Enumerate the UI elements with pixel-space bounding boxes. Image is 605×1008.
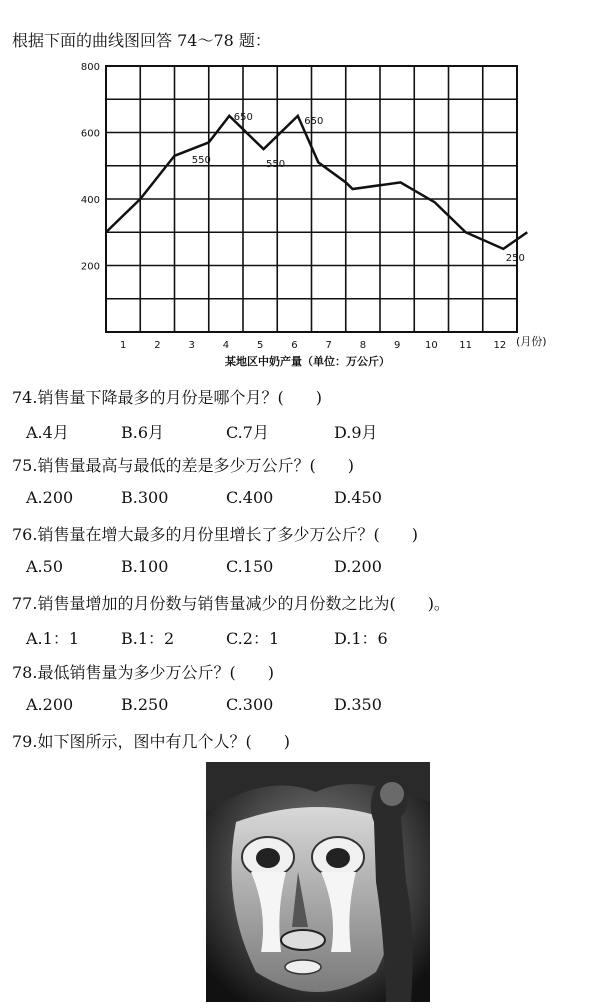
x-tick-label: 1 <box>119 340 127 351</box>
question-79: 79.如下图所示，图中有几个人？( ) <box>12 732 290 751</box>
question-76: 76.销售量在增大最多的月份里增长了多少万公斤？( ) <box>12 525 418 544</box>
x-axis-ticks <box>120 340 506 351</box>
option-a[interactable]: A.4月 <box>26 423 69 442</box>
option-a[interactable]: A.200 <box>26 488 74 507</box>
data-label: 550 <box>191 155 211 167</box>
x-tick-label: 11 <box>459 340 472 351</box>
x-tick-label: 4 <box>222 340 230 351</box>
option-a[interactable]: A.1：1 <box>26 629 80 648</box>
data-label: 250 <box>505 252 525 264</box>
series-line <box>106 116 527 249</box>
x-tick-label: 2 <box>154 340 161 351</box>
y-tick-label: 200 <box>80 261 100 273</box>
x-tick-label: 8 <box>359 340 367 351</box>
data-label: 550 <box>266 159 286 171</box>
question-77: 77.销售量增加的月份数与销售量减少的月份数之比为( )。 <box>12 594 450 613</box>
option-d[interactable]: D.200 <box>334 557 382 576</box>
standing-man-head <box>380 782 404 806</box>
optical-illusion-image <box>206 762 430 1002</box>
x-tick-label: 12 <box>493 340 507 351</box>
option-d[interactable]: D.9月 <box>334 423 378 442</box>
chart-grid <box>106 66 517 332</box>
x-tick-label: 7 <box>325 340 332 351</box>
option-b[interactable]: B.250 <box>121 695 169 714</box>
chin-object <box>285 960 321 974</box>
option-c[interactable]: C.150 <box>226 557 274 576</box>
option-a[interactable]: A.50 <box>26 557 63 576</box>
option-c[interactable]: C.2：1 <box>226 629 280 648</box>
left-eye-figure <box>256 848 280 868</box>
option-c[interactable]: C.400 <box>226 488 274 507</box>
question-75: 75.销售量最高与最低的差是多少万公斤？( ) <box>12 456 354 475</box>
data-label: 650 <box>233 111 253 123</box>
x-tick-label: 9 <box>393 340 401 351</box>
option-d[interactable]: D.1：6 <box>334 629 388 648</box>
x-tick-label: 3 <box>188 340 195 351</box>
option-c[interactable]: C.7月 <box>226 423 269 442</box>
option-b[interactable]: B.100 <box>121 557 169 576</box>
x-tick-label: 10 <box>425 340 438 351</box>
option-a[interactable]: A.200 <box>26 695 74 714</box>
y-axis-ticks <box>81 62 100 273</box>
x-tick-label: 5 <box>256 340 264 351</box>
option-b[interactable]: B.6月 <box>121 423 165 442</box>
question-78: 78.最低销售量为多少万公斤？( ) <box>12 663 274 682</box>
data-label: 650 <box>304 115 324 127</box>
x-unit-label: (月份) <box>516 335 547 348</box>
question-74: 74.销售量下降最多的月份是哪个月？( ) <box>12 388 322 407</box>
x-axis-label: 某地区中奶产量（单位：万公斤） <box>225 355 390 368</box>
mouth-book <box>281 930 325 950</box>
option-d[interactable]: D.350 <box>334 695 382 714</box>
right-eye-figure <box>326 848 350 868</box>
option-b[interactable]: B.300 <box>121 488 169 507</box>
option-d[interactable]: D.450 <box>334 488 382 507</box>
x-tick-label: 6 <box>291 340 298 351</box>
option-b[interactable]: B.1：2 <box>121 629 175 648</box>
option-c[interactable]: C.300 <box>226 695 274 714</box>
y-tick-label: 600 <box>80 128 100 140</box>
intro-text: 根据下面的曲线图回答 74～78 题： <box>12 31 271 50</box>
y-tick-label: 400 <box>80 195 100 206</box>
y-tick-label: 800 <box>80 62 100 73</box>
milk-output-line-chart <box>60 58 560 376</box>
